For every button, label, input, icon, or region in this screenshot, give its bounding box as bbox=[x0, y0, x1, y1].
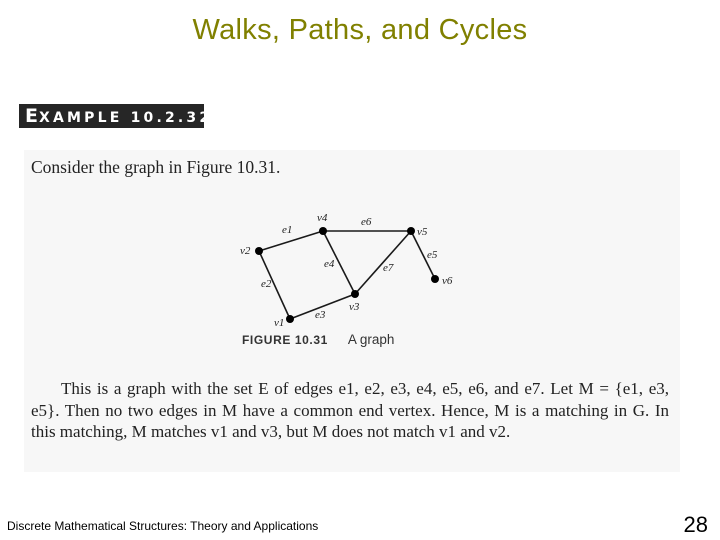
example-content bbox=[24, 150, 680, 472]
vertex-label-v4: v4 bbox=[317, 212, 328, 224]
vertex-label-v5: v5 bbox=[417, 226, 428, 238]
page-number: 28 bbox=[683, 512, 708, 537]
vertex-v1 bbox=[286, 315, 294, 323]
example-label-rest: XAMPLE 10.2.32 bbox=[38, 110, 213, 126]
example-paragraph: This is a graph with the set E of edges e1, e2, e3, e4, e5, e6, and e7. Let M = {e1, e3, e5}. Then no two edges in M have a common end vertex. Hence, M is a matching in G. In this matching, M matches v1 and v3, but M does not match v1 and v2. bbox=[31, 379, 669, 441]
vertex-label-v6: v6 bbox=[442, 275, 453, 287]
edge-label-e6: e6 bbox=[361, 216, 372, 228]
figure-caption-text: A graph bbox=[347, 332, 395, 347]
example-label bbox=[19, 104, 213, 128]
edge-label-e3: e3 bbox=[315, 309, 326, 321]
edge-label-e5: e5 bbox=[427, 249, 438, 261]
slide-title: Walks, Paths, and Cycles bbox=[192, 14, 528, 46]
vertex-label-v1: v1 bbox=[274, 317, 285, 329]
vertex-v3 bbox=[351, 290, 359, 298]
edge-label-e2: e2 bbox=[261, 278, 272, 290]
vertex-v4 bbox=[319, 227, 327, 235]
footer-text: Discrete Mathematical Structures: Theory and Applications bbox=[7, 519, 319, 533]
vertex-v2 bbox=[255, 247, 263, 255]
graph-figure bbox=[234, 208, 474, 333]
edge-label-e4: e4 bbox=[324, 258, 335, 270]
vertex-label-v2: v2 bbox=[240, 245, 251, 257]
example-label-lead: E bbox=[25, 105, 39, 127]
vertex-v6 bbox=[431, 275, 439, 283]
vertex-label-v3: v3 bbox=[349, 301, 360, 313]
vertex-v5 bbox=[407, 227, 415, 235]
figure-caption bbox=[242, 332, 394, 347]
edge-label-e1: e1 bbox=[282, 224, 293, 236]
figure-number: FIGURE 10.31 bbox=[242, 333, 328, 347]
intro-text: Consider the graph in Figure 10.31. bbox=[31, 157, 281, 177]
edge-label-e7: e7 bbox=[383, 262, 394, 274]
